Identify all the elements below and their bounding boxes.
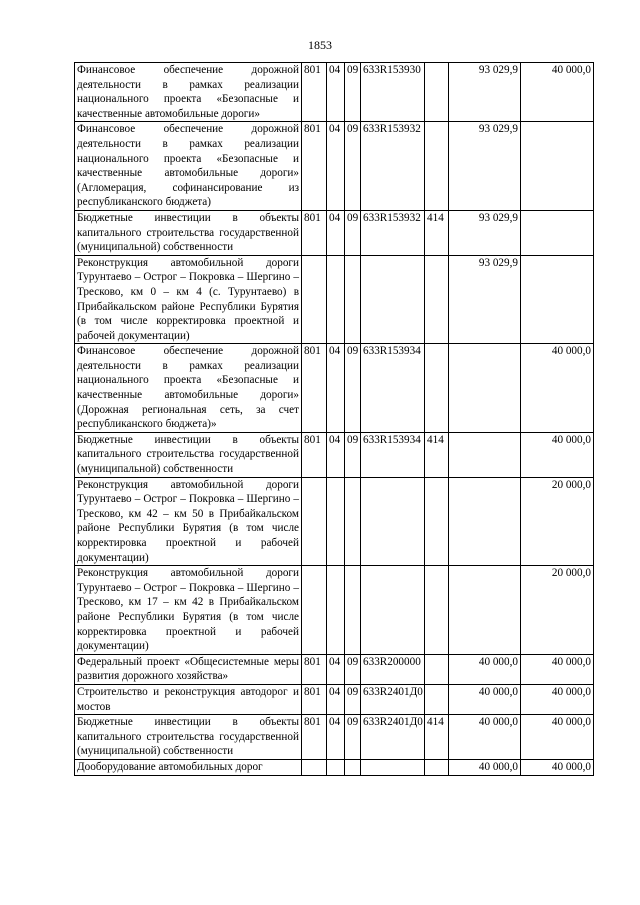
- amount-year-1: 40 000,0: [449, 715, 521, 760]
- row-name: Бюджетные инвестиции в объекты капитального строительства государственной (муниципальной) собственности: [75, 432, 302, 477]
- expense-type-code: [425, 759, 449, 775]
- subsection-code: [345, 255, 361, 344]
- amount-year-1: 93 029,9: [449, 122, 521, 211]
- subsection-code: [345, 759, 361, 775]
- expense-type-code: [425, 654, 449, 684]
- expense-type-code: [425, 684, 449, 714]
- table-row: [75, 122, 594, 211]
- amount-year-2: 20 000,0: [521, 477, 594, 566]
- target-article-code: [361, 255, 425, 344]
- amount-year-1: 40 000,0: [449, 654, 521, 684]
- table-row: [75, 432, 594, 477]
- target-article-code: [361, 477, 425, 566]
- ministry-code: [302, 759, 327, 775]
- amount-year-1: [449, 344, 521, 433]
- expense-type-code: [425, 255, 449, 344]
- table-row: [75, 759, 594, 775]
- amount-year-2: 40 000,0: [521, 344, 594, 433]
- row-name: Реконструкция автомобильной дороги Турунтаево – Острог – Покровка – Шергино – Тресково, км 17 – км 42 в Прибайкальском районе Республики Бурятия (в том числе корректировка проектной и рабочей документации): [75, 566, 302, 655]
- amount-year-1: [449, 432, 521, 477]
- section-code: 04: [327, 63, 345, 122]
- section-code: [327, 566, 345, 655]
- target-article-code: 633R2401Д0: [361, 715, 425, 760]
- subsection-code: 09: [345, 344, 361, 433]
- amount-year-1: 40 000,0: [449, 684, 521, 714]
- section-code: [327, 255, 345, 344]
- page-number: 1853: [308, 38, 332, 52]
- subsection-code: 09: [345, 210, 361, 255]
- subsection-code: 09: [345, 684, 361, 714]
- subsection-code: 09: [345, 122, 361, 211]
- target-article-code: 633R153932: [361, 122, 425, 211]
- section-code: 04: [327, 654, 345, 684]
- row-name: Дооборудование автомобильных дорог: [75, 759, 302, 775]
- section-code: 04: [327, 344, 345, 433]
- amount-year-2: 40 000,0: [521, 759, 594, 775]
- subsection-code: [345, 566, 361, 655]
- amount-year-1: 93 029,9: [449, 210, 521, 255]
- ministry-code: [302, 566, 327, 655]
- amount-year-2: 40 000,0: [521, 684, 594, 714]
- amount-year-2: [521, 210, 594, 255]
- budget-table-body: [75, 63, 594, 776]
- target-article-code: 633R200000: [361, 654, 425, 684]
- subsection-code: 09: [345, 63, 361, 122]
- amount-year-2: 40 000,0: [521, 654, 594, 684]
- table-row: [75, 255, 594, 344]
- ministry-code: 801: [302, 344, 327, 433]
- table-row: [75, 210, 594, 255]
- ministry-code: [302, 255, 327, 344]
- amount-year-2: 40 000,0: [521, 63, 594, 122]
- section-code: [327, 759, 345, 775]
- ministry-code: 801: [302, 432, 327, 477]
- table-row: [75, 477, 594, 566]
- row-name: Финансовое обеспечение дорожной деятельности в рамках реализации национального проекта «Безопасные и качественные автомобильные дороги» (Дорожная региональная сеть, за счет республиканского бюджета)»: [75, 344, 302, 433]
- subsection-code: [345, 477, 361, 566]
- row-name: Реконструкция автомобильной дороги Турунтаево – Острог – Покровка – Шергино – Тресково, км 42 – км 50 в Прибайкальском районе Республики Бурятия (в том числе корректировка проектной и рабочей документации): [75, 477, 302, 566]
- expense-type-code: [425, 477, 449, 566]
- amount-year-2: [521, 122, 594, 211]
- table-row: [75, 63, 594, 122]
- table-row: [75, 344, 594, 433]
- ministry-code: 801: [302, 210, 327, 255]
- expense-type-code: 414: [425, 715, 449, 760]
- section-code: 04: [327, 122, 345, 211]
- section-code: 04: [327, 684, 345, 714]
- target-article-code: 633R2401Д0: [361, 684, 425, 714]
- row-name: Строительство и реконструкция автодорог и мостов: [75, 684, 302, 714]
- expense-type-code: [425, 122, 449, 211]
- subsection-code: 09: [345, 432, 361, 477]
- expense-type-code: [425, 566, 449, 655]
- target-article-code: 633R153932: [361, 210, 425, 255]
- ministry-code: 801: [302, 684, 327, 714]
- subsection-code: 09: [345, 654, 361, 684]
- amount-year-1: 93 029,9: [449, 63, 521, 122]
- target-article-code: 633R153930: [361, 63, 425, 122]
- target-article-code: 633R153934: [361, 344, 425, 433]
- amount-year-2: 40 000,0: [521, 432, 594, 477]
- table-row: [75, 715, 594, 760]
- row-name: Реконструкция автомобильной дороги Турунтаево – Острог – Покровка – Шергино – Тресково, км 0 – км 4 (с. Турунтаево) в Прибайкальском районе Республики Бурятия (в том числе корректировка проектной и рабочей документации): [75, 255, 302, 344]
- ministry-code: 801: [302, 654, 327, 684]
- table-row: [75, 566, 594, 655]
- expense-type-code: 414: [425, 210, 449, 255]
- target-article-code: 633R153934: [361, 432, 425, 477]
- amount-year-1: [449, 477, 521, 566]
- amount-year-1: [449, 566, 521, 655]
- amount-year-2: 40 000,0: [521, 715, 594, 760]
- target-article-code: [361, 566, 425, 655]
- row-name: Бюджетные инвестиции в объекты капитального строительства государственной (муниципальной) собственности: [75, 715, 302, 760]
- ministry-code: [302, 477, 327, 566]
- ministry-code: 801: [302, 122, 327, 211]
- row-name: Финансовое обеспечение дорожной деятельности в рамках реализации национального проекта «Безопасные и качественные автомобильные дороги» (Агломерация, софинансирование из республиканского бюджета): [75, 122, 302, 211]
- amount-year-2: [521, 255, 594, 344]
- ministry-code: 801: [302, 715, 327, 760]
- expense-type-code: [425, 63, 449, 122]
- budget-table: [74, 62, 594, 776]
- target-article-code: [361, 759, 425, 775]
- amount-year-1: 93 029,9: [449, 255, 521, 344]
- row-name: Финансовое обеспечение дорожной деятельности в рамках реализации национального проекта «Безопасные и качественные автомобильные дороги»: [75, 63, 302, 122]
- section-code: 04: [327, 715, 345, 760]
- row-name: Федеральный проект «Общесистемные меры развития дорожного хозяйства»: [75, 654, 302, 684]
- table-row: [75, 684, 594, 714]
- table-row: [75, 654, 594, 684]
- row-name: Бюджетные инвестиции в объекты капитального строительства государственной (муниципальной) собственности: [75, 210, 302, 255]
- amount-year-1: 40 000,0: [449, 759, 521, 775]
- section-code: 04: [327, 432, 345, 477]
- section-code: [327, 477, 345, 566]
- expense-type-code: 414: [425, 432, 449, 477]
- expense-type-code: [425, 344, 449, 433]
- subsection-code: 09: [345, 715, 361, 760]
- section-code: 04: [327, 210, 345, 255]
- ministry-code: 801: [302, 63, 327, 122]
- amount-year-2: 20 000,0: [521, 566, 594, 655]
